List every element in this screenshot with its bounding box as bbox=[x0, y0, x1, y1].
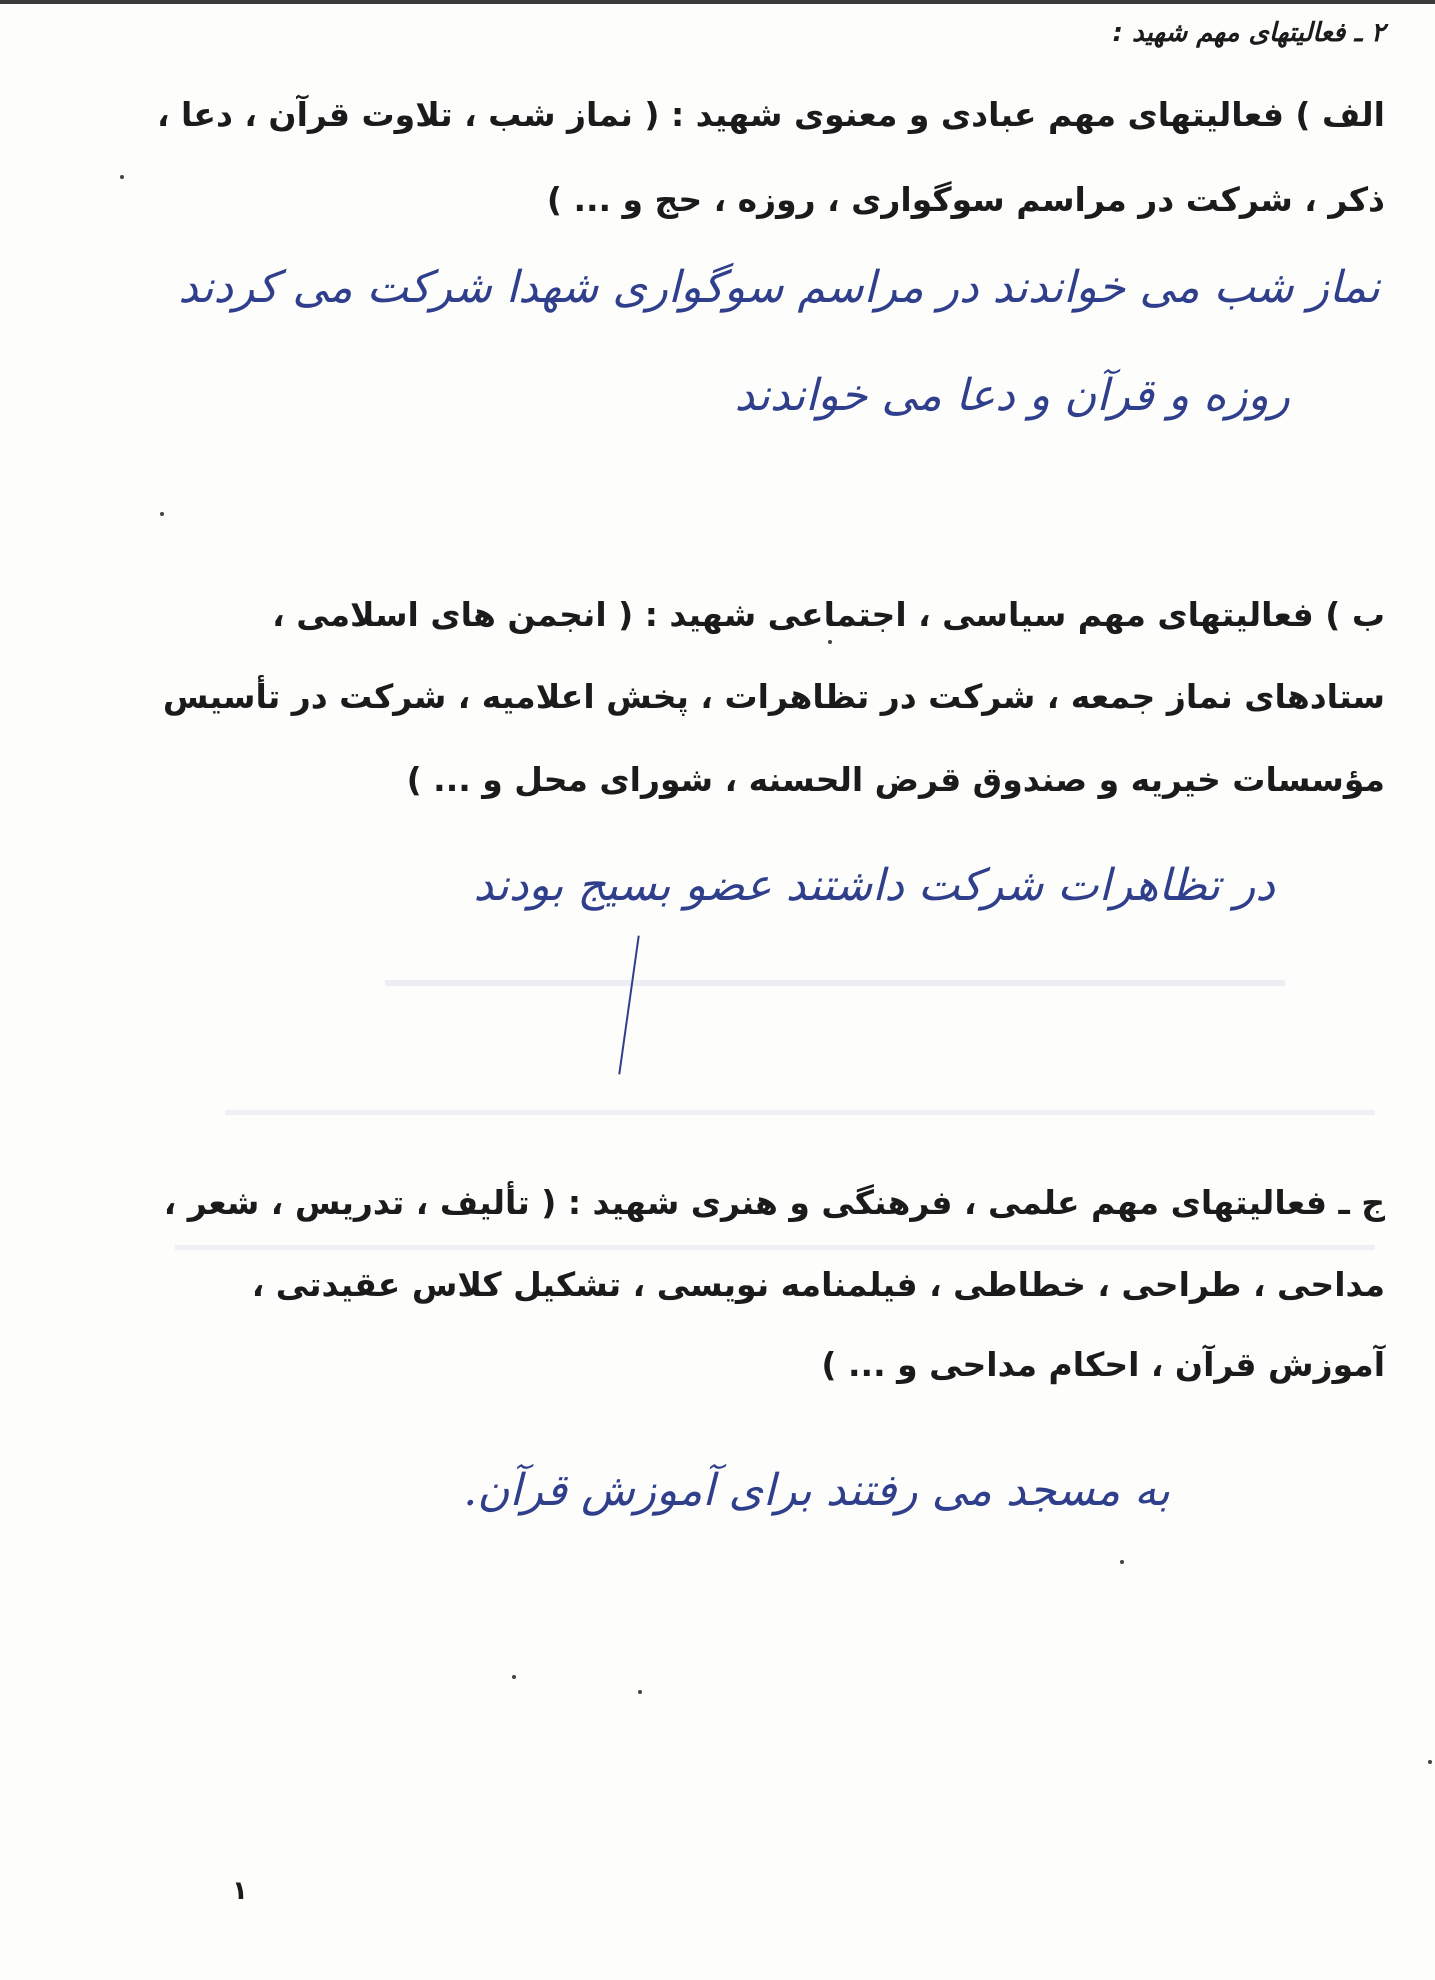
scan-speck bbox=[1428, 1760, 1432, 1764]
page-number: ۱ bbox=[232, 1876, 248, 1906]
section-b-line-3: مؤسسات خیریه و صندوق قرض الحسنه ، شورای محل و ... ) bbox=[406, 760, 1385, 799]
scan-speck bbox=[638, 1690, 642, 1694]
section-b-line-1: ب ) فعالیتهای مهم سیاسی ، اجتماعی شهید : ( انجمن های اسلامی ، bbox=[272, 595, 1385, 634]
section-a-line-1: الف ) فعالیتهای مهم عبادی و معنوی شهید : ( نماز شب ، تلاوت قرآن ، دعا ، bbox=[157, 95, 1385, 134]
handwritten-answer-c: به مسجد می رفتند برای آموزش قرآن. bbox=[463, 1465, 1170, 1516]
pen-stroke bbox=[618, 936, 639, 1075]
section-c-line-3: آموزش قرآن ، احکام مداحی و ... ) bbox=[821, 1345, 1385, 1384]
section-heading: ۲ ـ فعالیتهای مهم شهید : bbox=[1112, 18, 1385, 48]
scan-speck bbox=[512, 1675, 516, 1679]
handwritten-answer-b: در تظاهرات شرکت داشتند عضو بسیج بودند bbox=[473, 860, 1275, 911]
bleed-through-mark bbox=[225, 1110, 1375, 1115]
bleed-through-mark bbox=[385, 980, 1285, 986]
scan-speck bbox=[828, 640, 832, 644]
handwritten-answer-a-line-1: نماز شب می خواندند در مراسم سوگواری شهدا شرکت می کردند bbox=[178, 262, 1380, 313]
section-a-line-2: ذکر ، شرکت در مراسم سوگواری ، روزه ، حج و ... ) bbox=[546, 180, 1385, 219]
section-b-line-2: ستادهای نماز جمعه ، شرکت در تظاهرات ، پخش اعلامیه ، شرکت در تأسیس bbox=[162, 677, 1385, 716]
scan-speck bbox=[1120, 1560, 1124, 1564]
handwritten-answer-a-line-2: روزه و قرآن و دعا می خواندند bbox=[734, 370, 1290, 421]
scan-speck bbox=[160, 512, 164, 516]
scan-top-edge bbox=[0, 0, 1435, 4]
section-c-line-2: مداحی ، طراحی ، خطاطی ، فیلمنامه نویسی ، تشکیل کلاس عقیدتی ، bbox=[251, 1265, 1385, 1304]
bleed-through-mark bbox=[175, 1245, 1375, 1250]
section-c-line-1: ج ـ فعالیتهای مهم علمی ، فرهنگی و هنری شهید : ( تألیف ، تدریس ، شعر ، bbox=[163, 1183, 1385, 1222]
scan-speck bbox=[120, 175, 124, 179]
